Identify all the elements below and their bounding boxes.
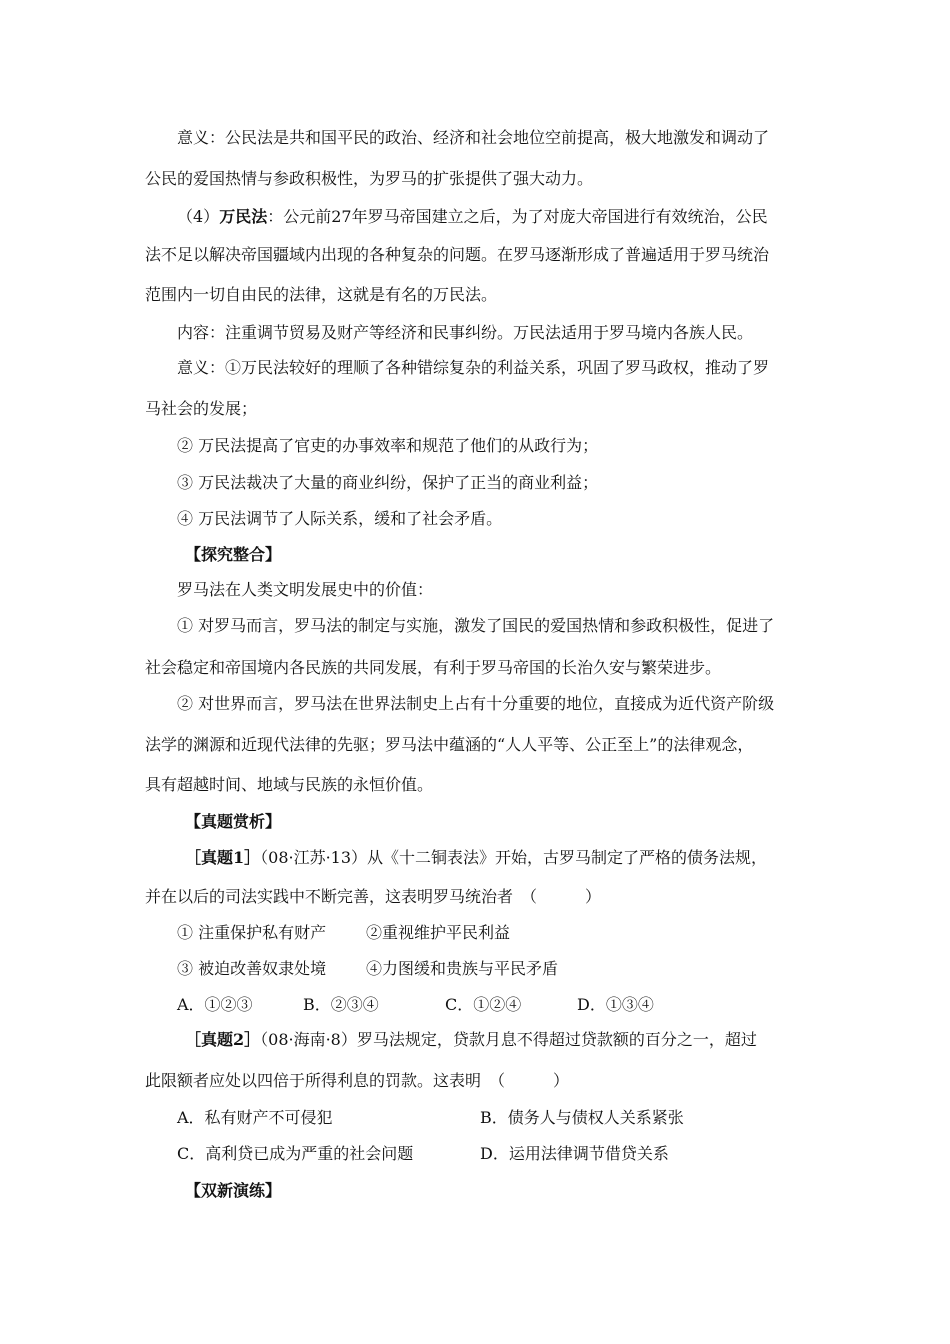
explore-intro: 罗马法在人类文明发展史中的价值： — [177, 580, 434, 599]
q1-item-2: ②重视维护平民利益 — [366, 923, 511, 942]
significance-point-3: ③ 万民法裁决了大量的商业纠纷，保护了正当的商业利益； — [177, 473, 599, 492]
paragraph-law-of-nations-line1 — [177, 207, 768, 227]
q1-option-a: A．①②③ — [177, 995, 253, 1014]
q1-option-c: C．①②④ — [445, 995, 522, 1014]
paragraph-significance-civil-law-line2: 公民的爱国热情与参政积极性，为罗马的扩张提供了强大动力。 — [145, 169, 594, 188]
q2-line1 — [185, 1030, 757, 1050]
q2-option-b: B．债务人与债权人关系紧张 — [480, 1108, 684, 1127]
explore-point1-line2: 社会稳定和帝国境内各民族的共同发展，有利于罗马帝国的长治久安与繁荣进步。 — [145, 658, 722, 677]
item-number: （4） — [177, 207, 220, 226]
paragraph-content: 内容：注重调节贸易及财产等经济和民事纠纷。万民法适用于罗马境内各族人民。 — [177, 323, 754, 342]
paragraph-law-of-nations-line2: 法不足以解决帝国疆域内出现的各种复杂的问题。在罗马逐渐形成了普遍适用于罗马统治 — [145, 245, 770, 264]
q2-option-a: A．私有财产不可侵犯 — [177, 1108, 333, 1127]
q2-label: ［真题2］ — [185, 1030, 261, 1049]
q1-line2: 并在以后的司法实践中不断完善，这表明罗马统治者 （ ） — [145, 887, 602, 906]
heading-practice: 【双新演练】 — [185, 1181, 282, 1200]
q2-text: （08·海南·8）罗马法规定，贷款月息不得超过贷款额的百分之一，超过 — [260, 1030, 757, 1049]
heading-explore: 【探究整合】 — [185, 545, 282, 564]
paragraph-law-of-nations-line3: 范围内一切自由民的法律，这就是有名的万民法。 — [145, 285, 498, 304]
q1-option-d: D．①③④ — [577, 995, 654, 1014]
term-law-of-nations: 万民法 — [219, 207, 268, 226]
explore-point2-line2: 法学的渊源和近现代法律的先驱；罗马法中蕴涵的“人人平等、公正至上”的法律观念， — [145, 735, 754, 754]
q1-label: ［真题1］ — [185, 848, 261, 867]
law-of-nations-text: ：公元前27年罗马帝国建立之后，为了对庞大帝国进行有效统治，公民 — [267, 207, 768, 226]
q1-item-3: ③ 被迫改善奴隶处境 — [177, 959, 327, 978]
q1-item-4: ④力图缓和贵族与平民矛盾 — [366, 959, 559, 978]
paragraph-significance-line1: 意义：①万民法较好的理顺了各种错综复杂的利益关系，巩固了罗马政权，推动了罗 — [177, 358, 770, 377]
q2-option-c: C．高利贷已成为严重的社会问题 — [177, 1144, 414, 1163]
heading-real-questions: 【真题赏析】 — [185, 812, 282, 831]
explore-point1-line1: ① 对罗马而言，罗马法的制定与实施，激发了国民的爱国热情和参政积极性，促进了 — [177, 616, 775, 635]
paragraph-significance-line2: 马社会的发展； — [145, 399, 258, 418]
significance-point-4: ④ 万民法调节了人际关系，缓和了社会矛盾。 — [177, 509, 503, 528]
q1-item-1: ① 注重保护私有财产 — [177, 923, 327, 942]
explore-point2-line3: 具有超越时间、地域与民族的永恒价值。 — [145, 775, 434, 794]
q2-option-d: D．运用法律调节借贷关系 — [480, 1144, 669, 1163]
paragraph-significance-civil-law-line1: 意义：公民法是共和国平民的政治、经济和社会地位空前提高，极大地激发和调动了 — [177, 128, 770, 147]
q1-text: （08·江苏·13）从《十二铜表法》开始，古罗马制定了严格的债务法规， — [260, 848, 768, 867]
significance-point-2: ② 万民法提高了官吏的办事效率和规范了他们的从政行为； — [177, 436, 599, 455]
q2-line2: 此限额者应处以四倍于所得利息的罚款。这表明 （ ） — [145, 1071, 570, 1090]
q1-option-b: B．②③④ — [303, 995, 379, 1014]
explore-point2-line1: ② 对世界而言，罗马法在世界法制史上占有十分重要的地位，直接成为近代资产阶级 — [177, 694, 775, 713]
q1-line1 — [185, 848, 767, 868]
